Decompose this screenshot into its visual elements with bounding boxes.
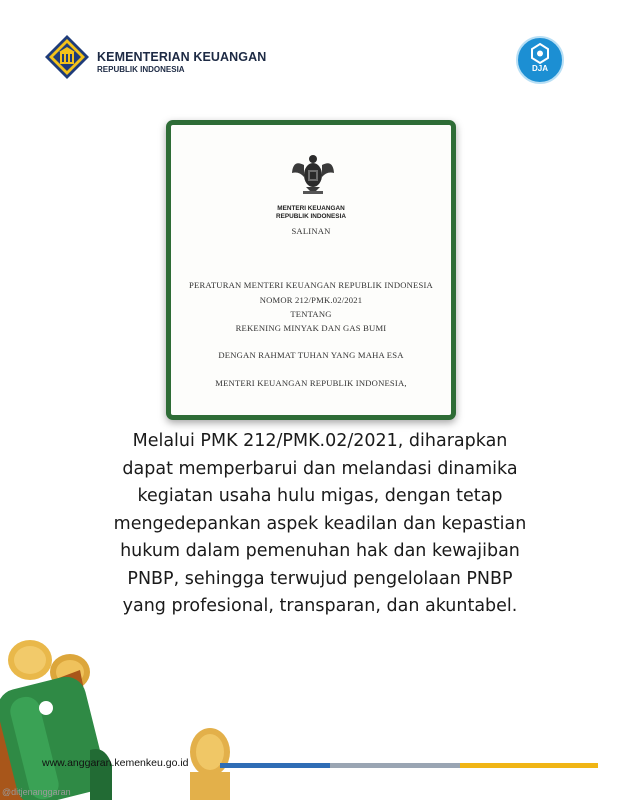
document-minister-line: MENTERI KEUANGAN REPUBLIK INDONESIA, <box>215 378 407 388</box>
document-issuer-line2: REPUBLIK INDONESIA <box>276 213 346 220</box>
garuda-emblem-icon <box>291 151 335 197</box>
document-about-label: TENTANG <box>290 309 332 319</box>
header <box>0 0 640 100</box>
message-line: dapat memperbarui dan melandasi dinamika <box>122 458 518 479</box>
document-issuer-line1: MENTERI KEUANGAN <box>277 205 345 212</box>
dja-emblem-icon <box>518 38 562 82</box>
ministry-wordmark <box>97 50 266 74</box>
document-number: NOMOR 212/PMK.02/2021 <box>259 295 363 305</box>
document-regulation-title: PERATURAN MENTERI KEUANGAN REPUBLIK INDONESIA <box>189 280 433 290</box>
document-copy-label: SALINAN <box>291 226 331 236</box>
regulation-document-image <box>166 120 456 420</box>
social-handle: @ditjenanggaran <box>2 787 71 797</box>
document-blessing: DENGAN RAHMAT TUHAN YANG MAHA ESA <box>218 350 404 360</box>
ministry-of-finance-emblem-icon <box>44 34 90 80</box>
website-url[interactable]: www.anggaran.kemenkeu.go.id <box>42 757 189 769</box>
message-line: mengedepankan aspek keadilan dan kepastian <box>113 513 527 534</box>
ministry-name: KEMENTERIAN KEUANGAN <box>97 50 267 64</box>
message-line: Melalui PMK 212/PMK.02/2021, diharapkan <box>132 431 508 451</box>
main-message <box>60 428 580 621</box>
message-line: kegiatan usaha hulu migas, dengan tetap <box>137 486 503 506</box>
dja-badge <box>516 36 564 84</box>
message-line: PNBP, sehingga terwujud pengelolaan PNBP <box>127 568 513 589</box>
dja-label: DJA <box>531 64 548 73</box>
footer-bar-blue <box>220 763 330 768</box>
document-subject: REKENING MINYAK DAN GAS BUMI <box>235 323 387 333</box>
footer-bar-grey <box>330 763 460 768</box>
message-line: hukum dalam pemenuhan hak dan kewajiban <box>120 541 520 561</box>
coin-icon <box>186 724 234 800</box>
footer-bar-gold <box>460 763 598 768</box>
ministry-subtitle: REPUBLIK INDONESIA <box>97 65 185 74</box>
message-line: yang profesional, transparan, dan akuntabel. <box>122 596 518 616</box>
